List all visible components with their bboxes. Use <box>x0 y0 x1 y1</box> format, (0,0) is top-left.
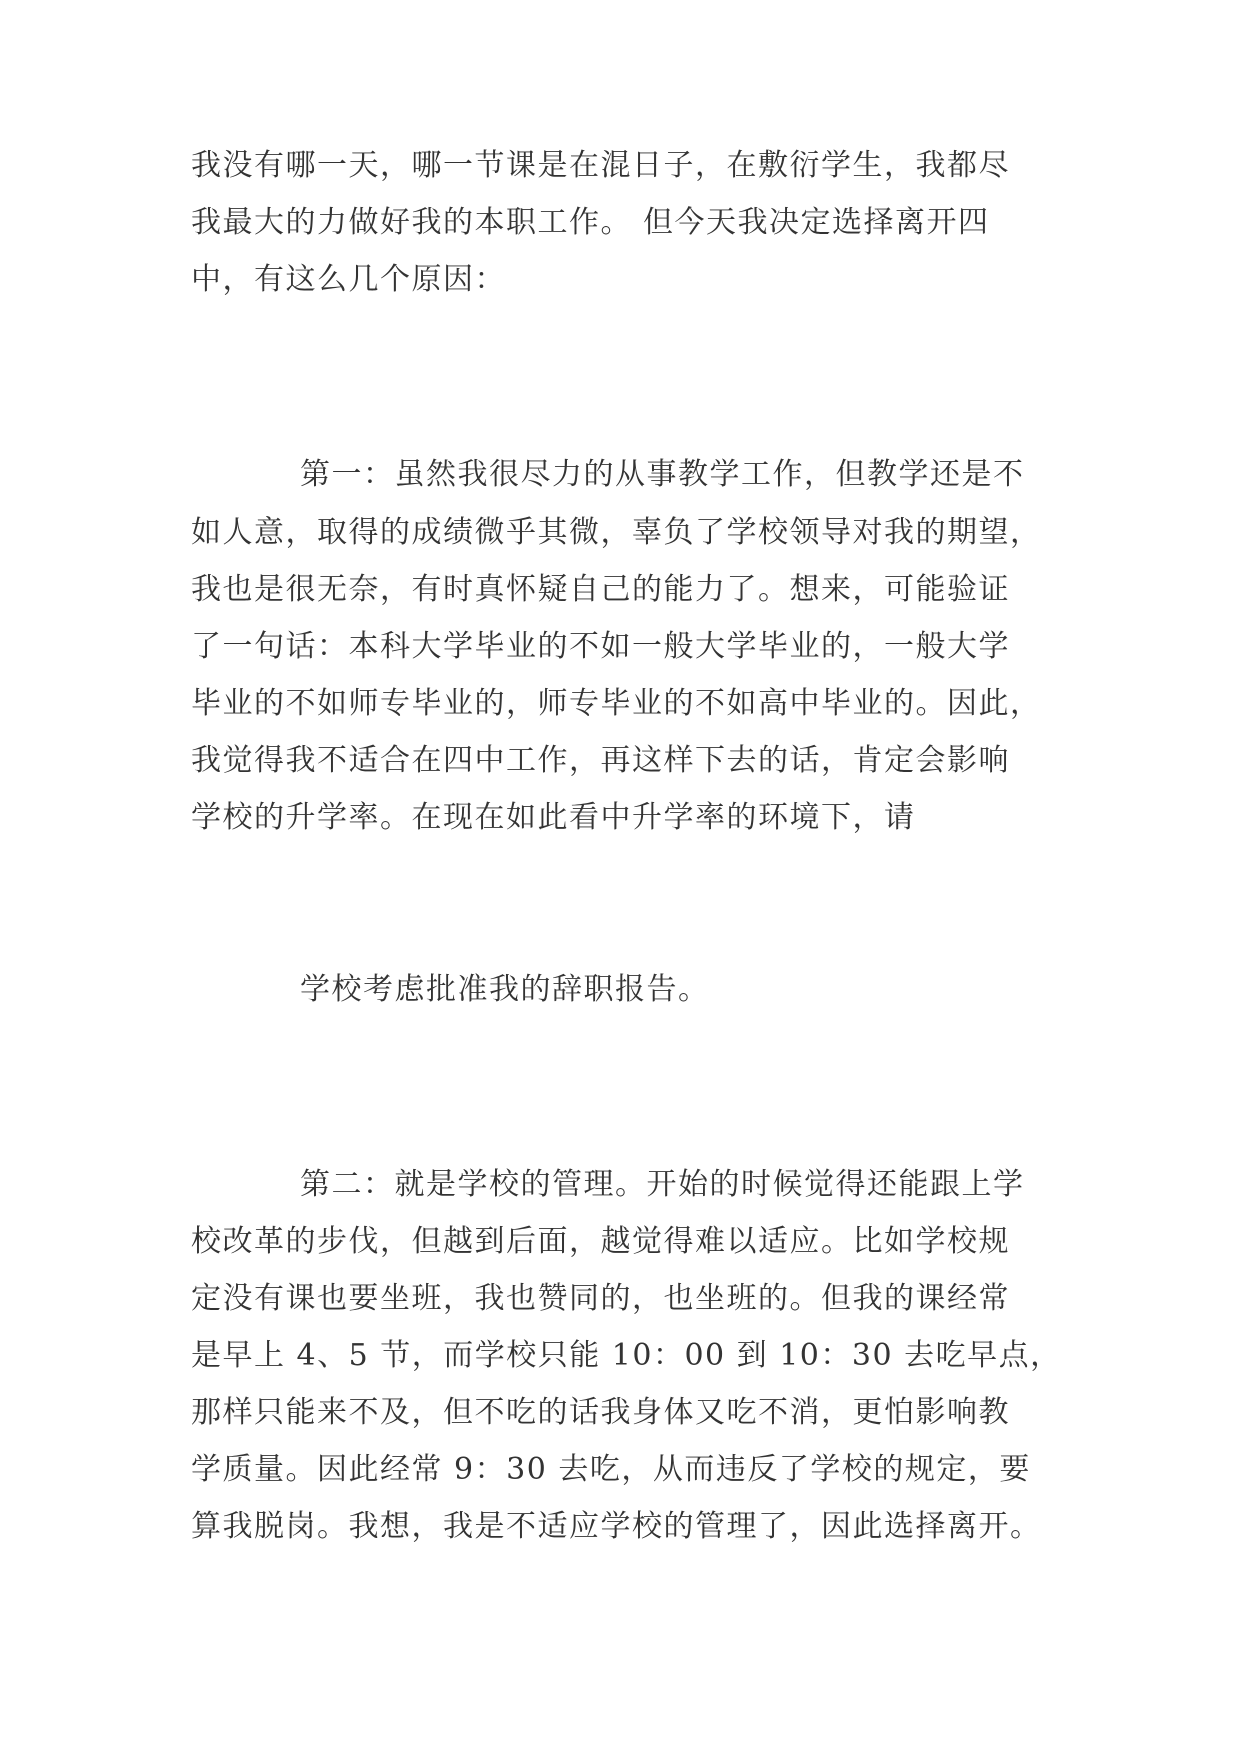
paragraph-4-line-4: 是早上 4、5 节，而学校只能 10：00 到 10：30 去吃早点， <box>191 1338 1062 1373</box>
paragraph-2-line-7: 学校的升学率。在现在如此看中升学率的环境下，请 <box>191 800 916 835</box>
paragraph-1-line-2: 我最大的力做好我的本职工作。 但今天我决定选择离开四 <box>191 205 990 240</box>
paragraph-4-line-7: 算我脱岗。我想，我是不适应学校的管理了，因此选择离开。 <box>191 1509 1042 1544</box>
paragraph-2-line-2: 如人意，取得的成绩微乎其微，辜负了学校领导对我的期望， <box>191 515 1042 550</box>
paragraph-4-line-1: 第二：就是学校的管理。开始的时候觉得还能跟上学 <box>300 1167 1025 1202</box>
paragraph-4-line-6: 学质量。因此经常 9：30 去吃，从而违反了学校的规定，要 <box>191 1452 1031 1487</box>
paragraph-2-line-6: 我觉得我不适合在四中工作，再这样下去的话，肯定会影响 <box>191 743 1010 778</box>
paragraph-1-line-1: 我没有哪一天，哪一节课是在混日子，在敷衍学生，我都尽 <box>191 148 1010 183</box>
paragraph-2-line-4: 了一句话：本科大学毕业的不如一般大学毕业的，一般大学 <box>191 629 1010 664</box>
paragraph-4-line-3: 定没有课也要坐班，我也赞同的，也坐班的。但我的课经常 <box>191 1281 1010 1316</box>
paragraph-2-line-5: 毕业的不如师专毕业的，师专毕业的不如高中毕业的。因此， <box>191 686 1042 721</box>
paragraph-1-line-3: 中，有这么几个原因： <box>191 262 506 297</box>
paragraph-3-line-1: 学校考虑批准我的辞职报告。 <box>300 972 710 1007</box>
paragraph-4-line-2: 校改革的步伐，但越到后面，越觉得难以适应。比如学校规 <box>191 1224 1010 1259</box>
paragraph-4-line-5: 那样只能来不及，但不吃的话我身体又吃不消，更怕影响教 <box>191 1395 1010 1430</box>
paragraph-2-line-1: 第一：虽然我很尽力的从事教学工作，但教学还是不 <box>300 457 1025 492</box>
paragraph-2-line-3: 我也是很无奈，有时真怀疑自己的能力了。想来，可能验证 <box>191 572 1010 607</box>
